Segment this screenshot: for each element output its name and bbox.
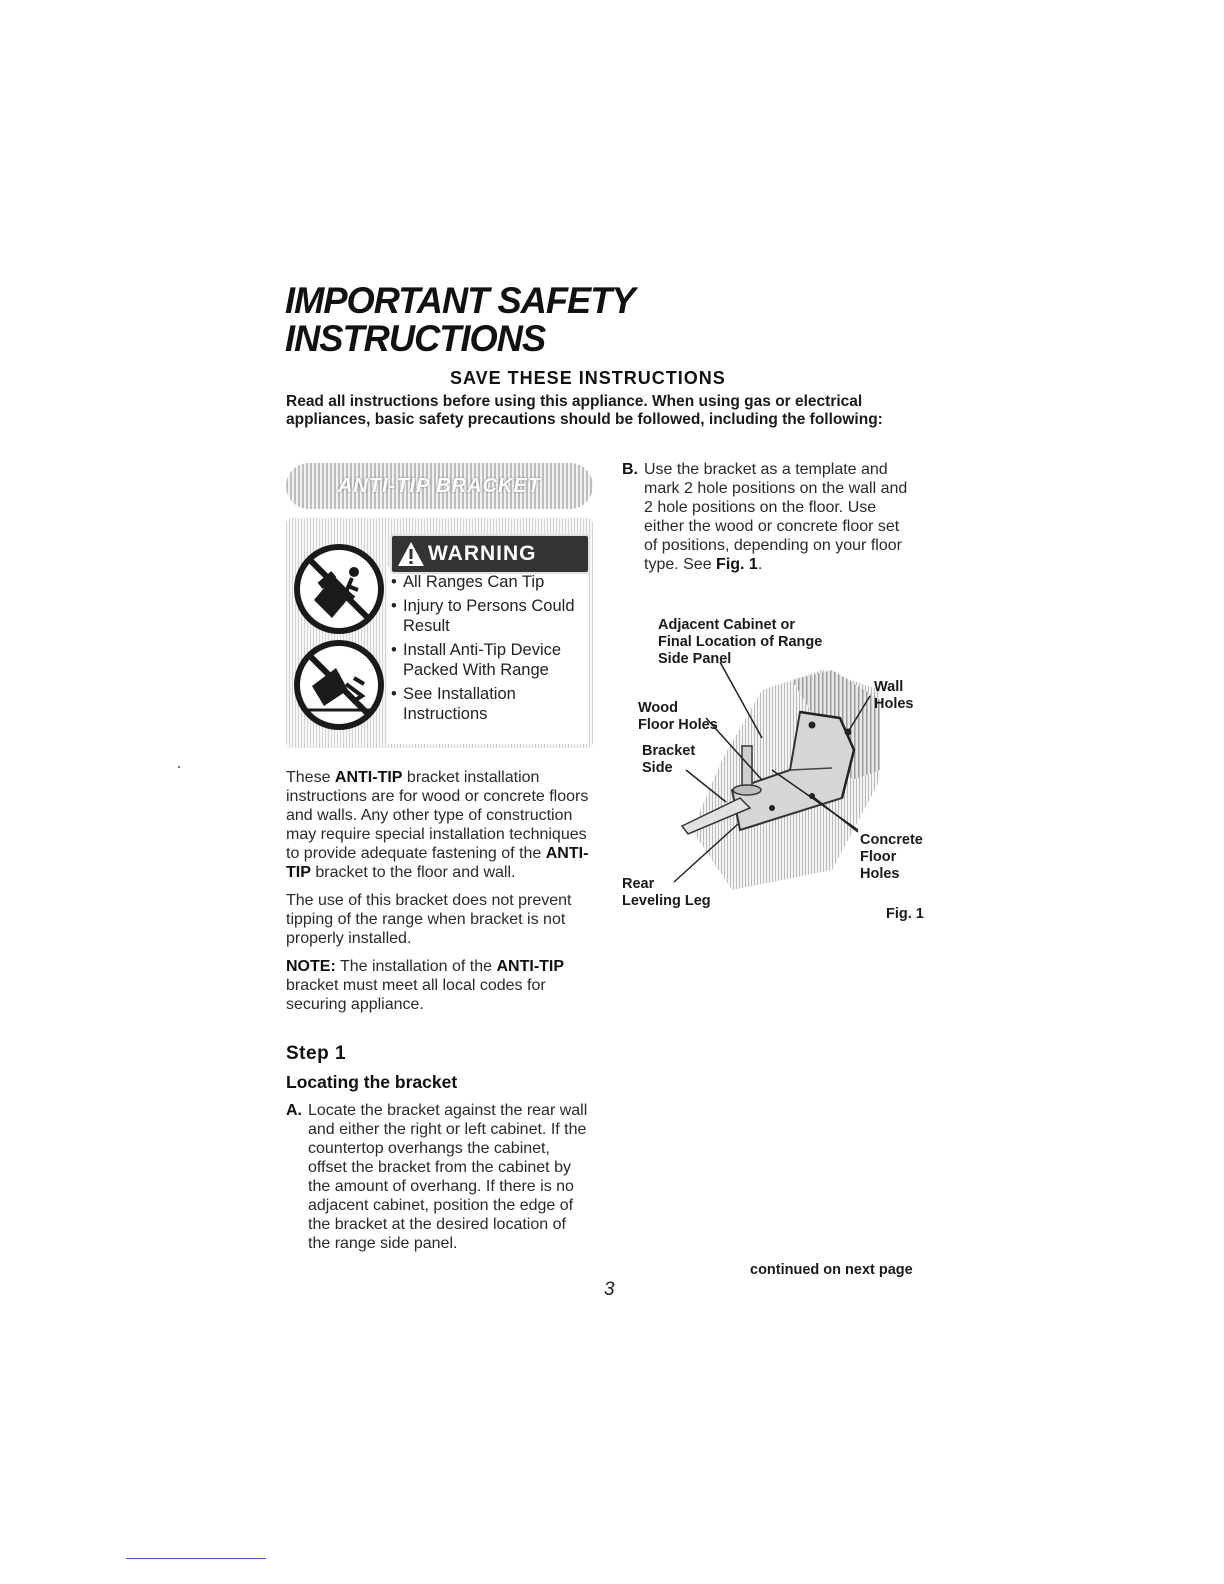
label-concrete-floor-holes: Concrete Floor Holes — [860, 832, 923, 882]
warning-label: WARNING — [428, 542, 537, 565]
label-adjacent-cabinet: Adjacent Cabinet or Final Location of Range Side Panel — [658, 617, 823, 667]
warning-item: • All Ranges Can Tip — [389, 572, 589, 592]
no-tipping-icon — [292, 638, 386, 732]
anti-tip-banner — [286, 463, 593, 509]
warning-item: • See Installation Instructions — [389, 684, 589, 724]
paragraph-disclaimer: The use of this bracket does not prevent tipping of the range when bracket is not properly installed. — [286, 892, 572, 947]
step-a — [286, 1101, 591, 1253]
paragraph-note: NOTE: The installation of the ANTI-TIP bracket must meet all local codes for securing appliance. — [286, 958, 565, 1013]
step-subheading: Locating the bracket — [286, 1072, 458, 1092]
page-number: 3 — [604, 1279, 615, 1300]
paragraph-scope: These ANTI-TIP bracket installation instructions are for wood or concrete floors and walls. Any other type of construction may require special installation techniques to provide adequate fastening of the ANTI-TIP bracket to the floor and wall. — [286, 769, 589, 881]
intro-text: Read all instructions before using this appliance. When using gas or electrical appliances, basic safety precautions should be followed, including the following: — [286, 393, 883, 428]
step-a-letter: A. — [286, 1102, 302, 1119]
page-title — [285, 282, 697, 358]
warning-sign — [390, 534, 590, 574]
step-b-letter: B. — [622, 461, 638, 478]
step-heading: Step 1 — [286, 1043, 347, 1064]
no-tipping-icon — [292, 542, 386, 636]
fig-reference: Fig. 1 — [716, 556, 758, 573]
anti-tip-description — [286, 768, 591, 1023]
save-instructions-heading: SAVE THESE INSTRUCTIONS — [450, 368, 726, 388]
title-line-2: INSTRUCTIONS — [285, 318, 546, 359]
warning-list — [389, 572, 589, 728]
label-wall-holes: Wall Holes — [874, 679, 914, 712]
footer-rule — [126, 1558, 266, 1559]
step-a-text: Locate the bracket against the rear wall and either the right or left cabinet. If the countertop overhangs the cabinet, offset the bracket from the cabinet by the amount of overhang. If there is no adjacent cabinet, position the edge of the bracket at the desired location of the range side panel. — [308, 1102, 588, 1252]
step-b-text: Use the bracket as a template and mark 2 hole positions on the wall and 2 hole positions on the floor. Use either the wood or concrete floor set of positions, depending on your floor type. See Fig. 1. — [644, 461, 908, 573]
label-bracket-side: Bracket Side — [642, 743, 696, 776]
warning-triangle-icon — [396, 540, 426, 568]
continued-note: continued on next page — [750, 1262, 913, 1278]
title-line-1: IMPORTANT SAFETY — [285, 280, 635, 321]
label-rear-leveling-leg: Rear Leveling Leg — [622, 876, 711, 909]
figure-caption: Fig. 1 — [886, 906, 924, 922]
figure-1 — [622, 617, 932, 922]
label-wood-floor-holes: Wood Floor Holes — [638, 700, 718, 733]
warning-item: • Install Anti-Tip Device Packed With Range — [389, 640, 589, 680]
step-b — [622, 460, 912, 574]
warning-item: • Injury to Persons Could Result — [389, 596, 589, 636]
scan-speck — [178, 766, 180, 768]
anti-tip-banner-label: ANTI-TIP BRACKET — [337, 474, 542, 497]
